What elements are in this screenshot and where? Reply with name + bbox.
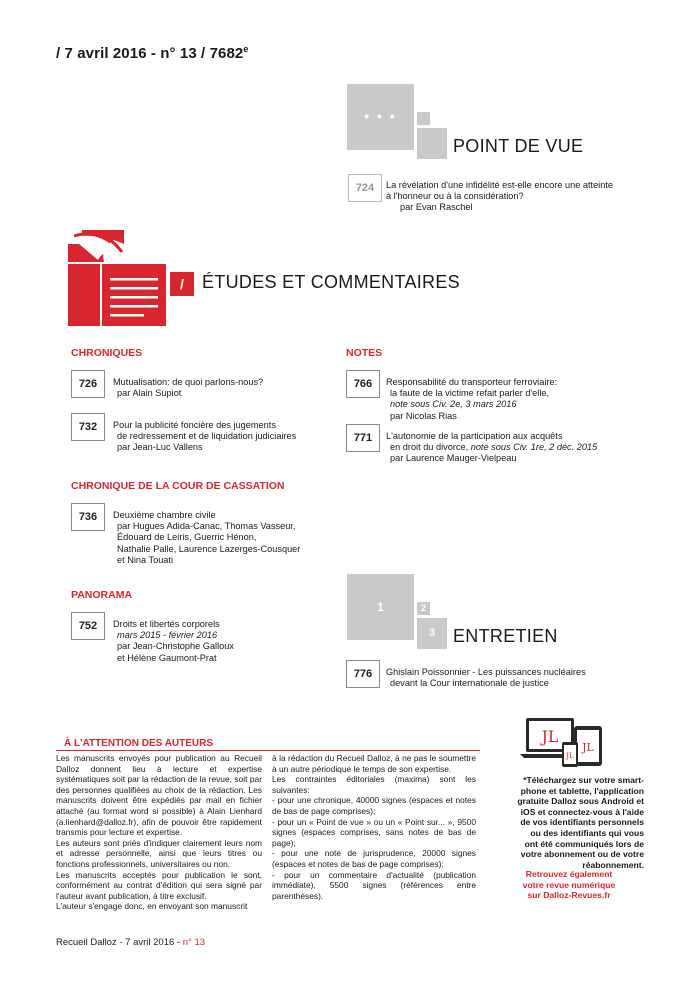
entry-line: Deuxième chambre civile: [113, 510, 216, 520]
entry-author: par Evan Raschel: [400, 202, 473, 213]
promo-line: de vos identifiants personnels: [520, 817, 644, 828]
entretien-block-3: [417, 618, 447, 649]
entry-author: par Jean-Luc Vallens: [117, 442, 203, 453]
notice-text: - pour une chronique, 40000 signes (espaces et notes de bas de page comprises);: [272, 795, 476, 816]
notice-text: - pour un « Point de vue » ou un « Point sur... », 9500 signes (espaces comprises, sans notes de bas de page);: [272, 816, 476, 848]
page-number-752: 752: [71, 612, 105, 640]
devices-icon: [518, 716, 610, 768]
page-number-726: 726: [71, 370, 105, 398]
issue-main: / 7 avril 2016 - n° 13 / 7682: [56, 45, 244, 62]
entry-line: par Hugues Adida-Canac, Thomas Vasseur,: [117, 521, 296, 532]
notice-text: Les contraintes éditoriales (maxima) sont les suivantes:: [272, 774, 476, 795]
svg-text:JL: JL: [541, 727, 559, 746]
notice-text: Les manuscrits acceptés pour publication le sont, conformément au contrat d'édition qui sera signé par l'auteur avant publication, à titre exclusif.: [56, 869, 262, 901]
svg-text:JL: JL: [566, 752, 574, 760]
link-line: sur Dalloz-Revues.fr: [527, 890, 611, 901]
chroniques-heading: CHRONIQUES: [71, 347, 143, 359]
footer-issue-number: n° 13: [182, 937, 206, 948]
promo-line: gratuite Dalloz sous Android et: [517, 796, 644, 807]
entry-line: devant la Cour internationale de justice: [390, 678, 549, 689]
footer-text: Recueil Dalloz - 7 avril 2016 -: [56, 937, 183, 948]
authors-notice-column-1: [56, 753, 262, 912]
slash-glyph: /: [180, 276, 184, 292]
issue-sup: e: [243, 44, 249, 54]
notice-text: L'auteur s'engage donc, en envoyant son manuscrit: [56, 901, 248, 912]
notice-text: Les manuscrits envoyés pour publication au Recueil Dalloz donnent lieu à lecture et expertise systématiques soit par la rédaction de la revue, soit par des personnes qualifiées au choix de la rédaction. Les manuscrits doivent être expédiés par mail en fichier attaché (au format word si possible) à Alain Lienhard (a.lienhard@dalloz.fr), afin de pouvoir être rapidement transmis pour lecture et expertise.: [56, 753, 262, 838]
entry-line: et Hélène Gaumont-Prat: [117, 652, 217, 663]
notes-heading: NOTES: [346, 347, 383, 359]
entretien-number-3: 3: [428, 627, 436, 639]
notice-text: - pour un commentaire d'actualité (publication immédiate), 5500 signes (références entre parenthèses).: [272, 869, 476, 901]
entry-line-italic: mars 2015 - février 2016: [117, 630, 218, 641]
notice-paragraph: [272, 870, 476, 902]
authors-notice-column-2: [272, 753, 476, 901]
entry-line: la faute de la victime refait parler d'elle,: [390, 388, 550, 399]
point-de-vue-icon-large: [347, 84, 414, 150]
entry-line: et Nina Touati: [117, 554, 174, 565]
note-entry: [386, 377, 557, 422]
link-line: Retrouvez également: [525, 869, 613, 879]
entretien-title: ENTRETIEN: [453, 626, 558, 646]
dalloz-revues-link[interactable]: [504, 869, 634, 901]
entry-line: Mutualisation: de quoi parlons-nous?: [113, 377, 264, 387]
entretien-block-1: [347, 574, 414, 640]
etudes-documents-icon: [64, 224, 170, 330]
promo-line: votre abonnement ou de votre: [520, 849, 644, 860]
point-de-vue-icon-medium: [417, 128, 447, 159]
point-de-vue-icon-small: [417, 112, 430, 125]
promo-line: iOS et connectez-vous à l'aide: [520, 806, 644, 817]
etudes-title: ÉTUDES ET COMMENTAIRES: [202, 272, 460, 292]
entry-author: par Alain Supiot: [117, 388, 182, 399]
entretien-number-1: 1: [377, 600, 384, 614]
notice-text: - pour une note de jurisprudence, 20000 signes (espaces et notes de bas de page comprises);: [272, 848, 476, 869]
notice-paragraph: [272, 848, 476, 869]
notice-paragraph: [272, 774, 476, 795]
issue-line: [56, 44, 248, 62]
notice-text: Les auteurs sont priés d'indiquer clairement leurs nom et adresse personnelle, ainsi que leurs titres ou fonctions professionnels, universitaires ou non.: [56, 837, 262, 869]
point-de-vue-entry: [386, 180, 613, 214]
entry-line: à l'honneur ou à la considération?: [386, 191, 524, 202]
notice-text: à la rédaction du Recueil Dalloz, à ne pas le soumettre à un autre périodique le temps de son expertise.: [272, 753, 476, 774]
entry-line-part: en droit du divorce,: [390, 442, 471, 453]
notice-paragraph: [56, 838, 262, 870]
entry-line: par Jean-Christophe Galloux: [117, 641, 234, 652]
notice-paragraph: [56, 901, 262, 912]
entry-line-italic: note sous Civ. 1re, 2 déc. 2015: [470, 442, 598, 453]
entry-line: Droits et libertés corporels: [113, 619, 220, 629]
panorama-entry: [113, 619, 234, 664]
entretien-number-2: 2: [420, 603, 426, 613]
promo-text: [494, 775, 644, 870]
notice-paragraph: [56, 753, 262, 838]
entry-line: La révélation d'une infidélité est-elle encore une atteinte: [386, 180, 614, 190]
entry-line-italic: note sous Civ. 2e, 3 mars 2016: [390, 399, 517, 410]
authors-notice-rule: [56, 750, 480, 751]
promo-line: phone et tablette, l'application: [520, 785, 644, 796]
etudes-slash-box: [170, 272, 194, 296]
authors-notice-heading: À L'ATTENTION DES AUTEURS: [64, 738, 214, 749]
cassation-entry: [113, 510, 300, 566]
page-number-776: 776: [346, 660, 380, 688]
page-footer: [56, 937, 205, 948]
promo-line: ou des identifiants qui vous: [530, 827, 644, 838]
entry-line: L'autonomie de la participation aux acquêts: [386, 431, 563, 441]
chronique-entry: [113, 377, 263, 399]
chronique-entry: [113, 420, 296, 454]
entry-line: [386, 442, 597, 453]
notice-paragraph: [272, 753, 476, 774]
notice-paragraph: [56, 870, 262, 902]
entry-author: par Laurence Mauger-Vielpeau: [390, 453, 517, 464]
notice-paragraph: [272, 817, 476, 849]
entry-line: de redressement et de liquidation judiciaires: [117, 431, 297, 442]
page-number-736: 736: [71, 503, 105, 531]
link-line: votre revue numérique: [522, 879, 616, 890]
cassation-heading: CHRONIQUE DE LA COUR DE CASSATION: [71, 480, 285, 492]
svg-text:JL: JL: [582, 741, 594, 754]
notice-paragraph: [272, 795, 476, 816]
promo-line: *Téléchargez sur votre smart-: [523, 775, 644, 785]
page-number-724: 724: [348, 174, 382, 202]
point-de-vue-title: POINT DE VUE: [453, 136, 584, 156]
entry-line: Pour la publicité foncière des jugements: [113, 420, 276, 430]
promo-line: ont été communiqués lors de: [524, 838, 644, 849]
ellipsis-icon: • • •: [364, 108, 397, 124]
page-number-771: 771: [346, 424, 380, 452]
entry-line: Nathalie Palle, Laurence Lazerges-Cousquer: [117, 543, 301, 554]
page-number-732: 732: [71, 413, 105, 441]
entretien-block-2: [417, 602, 430, 615]
promo-line: réabonnement.: [582, 859, 644, 870]
entry-line: Ghislain Poissonnier - Les puissances nucléaires: [386, 667, 586, 677]
entry-line: Édouard de Leiris, Guerric Hénon,: [117, 532, 257, 543]
page-number-766: 766: [346, 370, 380, 398]
entry-line: Responsabilité du transporteur ferroviaire:: [386, 377, 558, 387]
note-entry: [386, 431, 597, 465]
entry-author: par Nicolas Rias: [390, 410, 457, 421]
panorama-heading: PANORAMA: [71, 589, 133, 601]
entretien-entry: [386, 667, 586, 689]
